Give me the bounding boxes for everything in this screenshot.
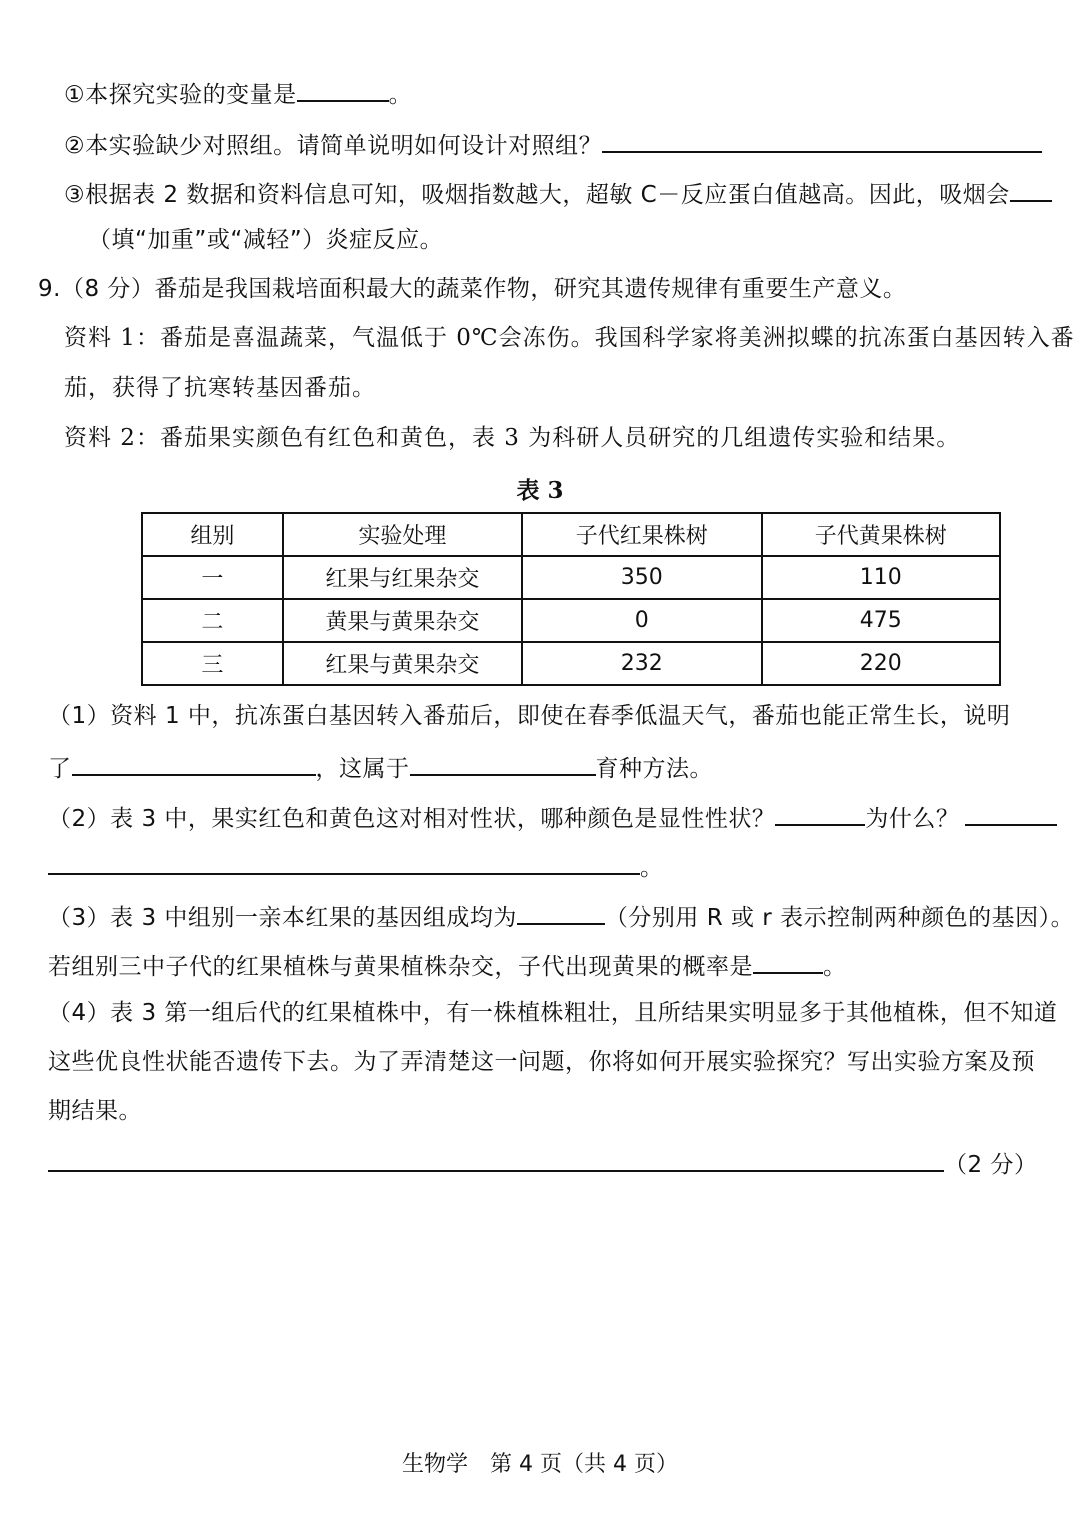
q8-item3-text: ③根据表 2 数据和资料信息可知，吸烟指数越大，超敏 C－反应蛋白值越高。因此，吸烟会	[64, 182, 1010, 208]
q8-item1-end: 。	[388, 82, 413, 108]
table-cell: 110	[762, 556, 1000, 599]
q9-material2: 资料 2：番茄果实颜色有红色和黄色，表 3 为科研人员研究的几组遗传实验和结果。	[64, 425, 961, 451]
table-header-cell: 组别	[142, 513, 283, 556]
table-row	[142, 642, 1000, 685]
q8-item2	[64, 127, 1042, 161]
table-cell: 475	[762, 599, 1000, 642]
table-cell: 220	[762, 642, 1000, 685]
q9-material1-line1: 资料 1：番茄是喜温蔬菜，气温低于 0℃会冻伤。我国科学家将美洲拟蝶的抗冻蛋白基因转入番	[64, 325, 1075, 351]
table-cell: 350	[522, 556, 761, 599]
q9-sub2-text-b: 为什么？	[865, 806, 960, 832]
answer-blank[interactable]	[1010, 176, 1052, 202]
q9-sub3-text-c: 若组别三中子代的红果植株与黄果植株杂交，子代出现黄果的概率是	[48, 954, 753, 980]
q9-sub4-line1: （4）表 3 第一组后代的红果植株中，有一株植株粗壮，且所结果实明显多于其他植株，但不知道	[48, 1000, 1058, 1026]
q9-sub3-text-b: （分别用 R 或 r 表示控制两种颜色的基因）。	[604, 905, 1075, 931]
answer-blank[interactable]	[753, 948, 823, 974]
q9-sub1-line2	[48, 750, 713, 784]
answer-blank[interactable]	[48, 849, 640, 875]
q9-sub3-line2	[48, 948, 847, 982]
q9-sub4-line3: 期结果。	[48, 1098, 142, 1124]
table-cell: 0	[522, 599, 761, 642]
table-header-cell: 子代红果株树	[522, 513, 761, 556]
q9-sub1-text-a: 了	[48, 756, 72, 782]
answer-blank[interactable]	[72, 750, 316, 776]
table-header-cell: 子代黄果株树	[762, 513, 1000, 556]
q8-item3	[64, 176, 1052, 210]
q8-item1	[64, 76, 412, 110]
table-cell: 红果与红果杂交	[283, 556, 522, 599]
answer-blank[interactable]	[602, 127, 1042, 153]
q9-sub2-end: 。	[640, 855, 664, 881]
q8-item1-text: ①本探究实验的变量是	[64, 82, 297, 108]
q9-sub4-answer-line	[48, 1146, 1037, 1180]
table-header-cell: 实验处理	[283, 513, 522, 556]
q9-stem: 9.（8 分）番茄是我国栽培面积最大的蔬菜作物，研究其遗传规律有重要生产意义。	[38, 276, 907, 302]
q9-sub3-text-a: （3）表 3 中组别一亲本红果的基因组成均为	[48, 905, 517, 931]
q9-sub2-line1	[48, 800, 1057, 834]
table-cell: 232	[522, 642, 761, 685]
table-cell: 黄果与黄果杂交	[283, 599, 522, 642]
table-cell: 一	[142, 556, 283, 599]
answer-blank[interactable]	[297, 76, 389, 102]
table-cell: 红果与黄果杂交	[283, 642, 522, 685]
table-cell: 二	[142, 599, 283, 642]
q9-sub1-text-b: ，这属于	[315, 756, 410, 782]
q8-item2-text: ②本实验缺少对照组。请简单说明如何设计对照组？	[64, 133, 603, 159]
table-cell: 三	[142, 642, 283, 685]
answer-blank[interactable]	[775, 800, 865, 826]
table-row	[142, 556, 1000, 599]
q9-sub1-text-c: 育种方法。	[595, 756, 713, 782]
q9-sub4-line2: 这些优良性状能否遗传下去。为了弄清楚这一问题，你将如何开展实验探究？写出实验方案及预	[48, 1049, 1035, 1075]
q9-sub4-score: （2 分）	[944, 1152, 1038, 1178]
table-row	[142, 599, 1000, 642]
table-header-row	[142, 513, 1000, 556]
q9-sub1-line1: （1）资料 1 中，抗冻蛋白基因转入番茄后，即使在春季低温天气，番茄也能正常生长，说明	[48, 703, 1011, 729]
q9-sub3-line1	[48, 899, 1074, 933]
q9-sub3-text-d: 。	[823, 954, 847, 980]
q8-item3-continuation: （填“加重”或“减轻”）炎症反应。	[88, 227, 444, 253]
answer-blank[interactable]	[965, 800, 1057, 826]
answer-blank[interactable]	[48, 1146, 944, 1172]
q9-sub2-text-a: （2）表 3 中，果实红色和黄色这对相对性状，哪种颜色是显性性状？	[48, 806, 776, 832]
answer-blank[interactable]	[517, 899, 605, 925]
q9-material1-line2: 茄，获得了抗寒转基因番茄。	[64, 375, 376, 401]
answer-blank[interactable]	[410, 750, 596, 776]
page-footer: 生物学 第 4 页（共 4 页）	[402, 1452, 678, 1477]
q9-sub2-line2	[48, 849, 664, 883]
table-title: 表 3	[516, 477, 564, 504]
table-3	[141, 512, 1001, 686]
